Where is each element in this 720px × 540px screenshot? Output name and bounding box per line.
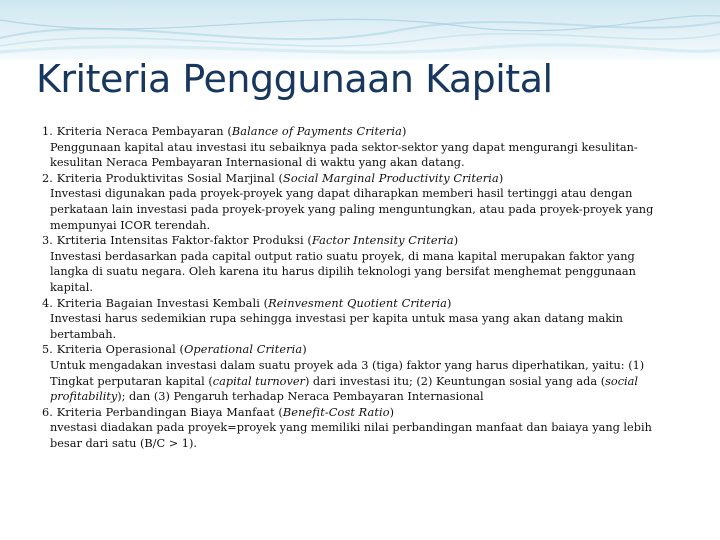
criterion-heading: 5. Kriteria Operasional (Operational Criteria) (42, 343, 307, 357)
criterion-description: Investasi digunakan pada proyek-proyek yang dapat diharapkan memberi hasil tertinggi atau dengan perkataan lain investasi pada proyek-proyek yang paling menguntungkan, atau pada proyek-proyek yang mempunyai ICOR terendah. (50, 187, 654, 232)
criterion-heading: 3. Krtiteria Intensitas Faktor-faktor Produksi (Factor Intensity Criteria) (42, 234, 459, 248)
criterion-heading: 2. Kriteria Produktivitas Sosial Marjinal (Social Marginal Productivity Criteria) (42, 171, 504, 185)
slide-title: Kriteria Penggunaan Kapital (36, 57, 553, 101)
criterion-description: Investasi harus sedemikian rupa sehingga investasi per kapita untuk masa yang akan datang makin bertambah. (50, 312, 623, 341)
criterion-description: Investasi berdasarkan pada capital output ratio suatu proyek, di mana kapital merupakan faktor yang langka di suatu negara. Oleh karena itu harus dipilih teknologi yang bersifat menghemat penggunaan kapital. (50, 249, 636, 294)
criterion-5 (40, 342, 680, 404)
criterion-description: nvestasi diadakan pada proyek=proyek yang memiliki nilai perbandingan manfaat dan baiaya yang lebih besar dari satu (B/C > 1). (50, 421, 652, 450)
criterion-3 (40, 233, 680, 295)
wave-decoration (0, 0, 720, 60)
criterion-heading: 6. Kriteria Perbandingan Biaya Manfaat (Benefit-Cost Ratio) (42, 405, 395, 419)
criterion-4 (40, 296, 680, 343)
criterion-1 (40, 124, 680, 171)
criterion-2 (40, 171, 680, 233)
criteria-list (40, 124, 680, 451)
criterion-6 (40, 405, 680, 452)
criterion-description: Penggunaan kapital atau investasi itu sebaiknya pada sektor-sektor yang dapat mengurangi kesulitan-kesulitan Neraca Pembayaran Internasional di waktu yang akan datang. (50, 140, 638, 170)
criterion-heading: 1. Kriteria Neraca Pembayaran (Balance of Payments Criteria) (42, 125, 407, 138)
criterion-heading: 4. Kriteria Bagaian Investasi Kembali (Reinvesment Quotient Criteria) (42, 296, 452, 310)
header-decoration (0, 0, 720, 60)
criterion-description: Untuk mengadakan investasi dalam suatu proyek ada 3 (tiga) faktor yang harus diperhatikan, yaitu: (1) Tingkat perputaran kapital (capital turnover) dari investasi itu; (2) Keuntungan sosial yang ada (social profitability); dan (3) Pengaruh terhadap Neraca Pembayaran Internasional (50, 358, 645, 404)
